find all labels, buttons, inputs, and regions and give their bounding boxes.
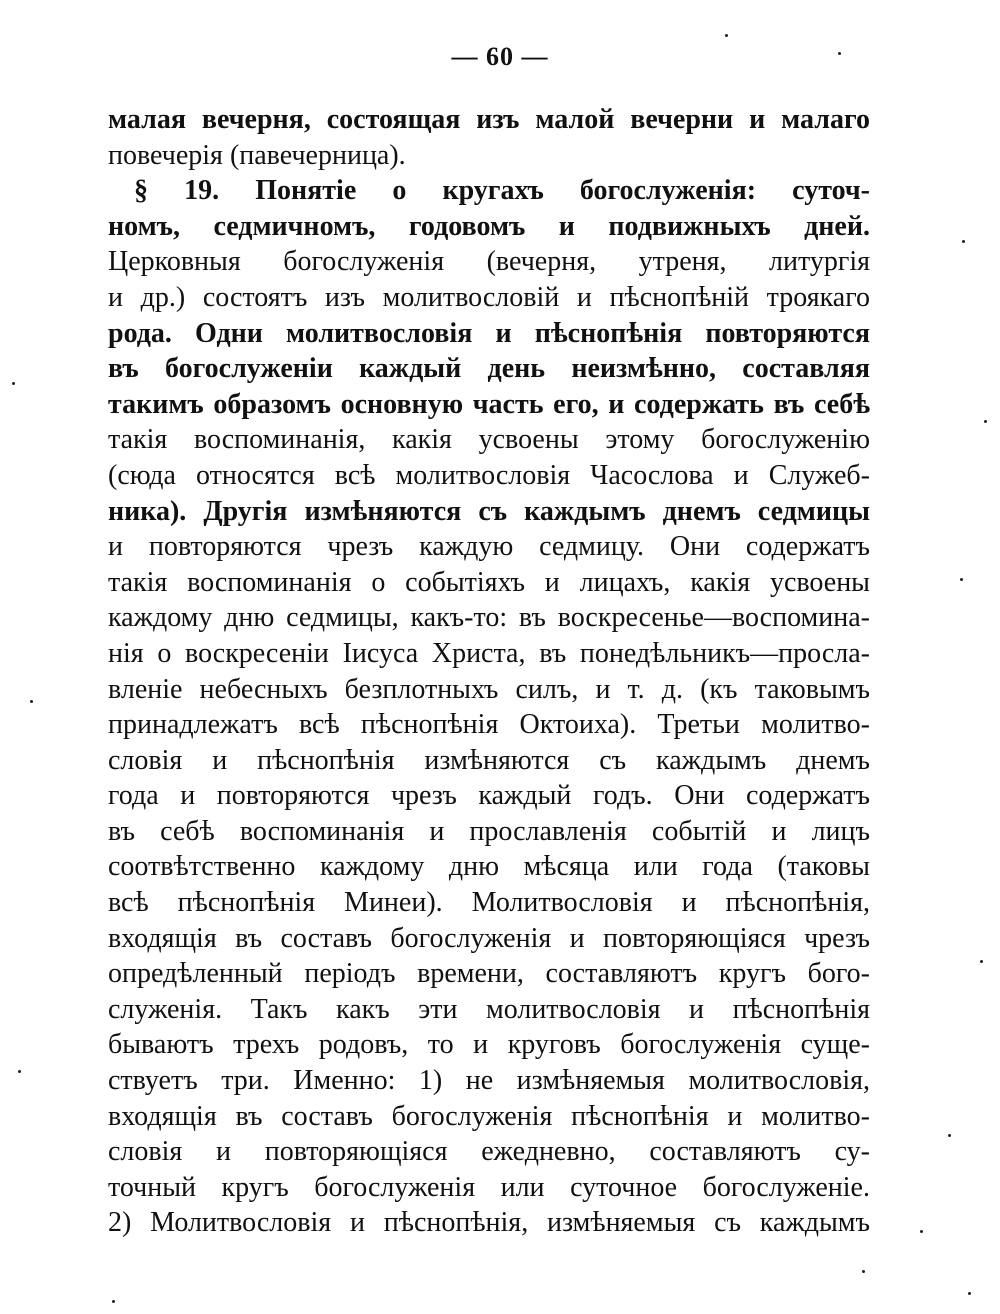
text-line: ствуетъ три. Именно: 1) не измѣняемыя молитвословія, bbox=[108, 1065, 870, 1097]
page-number: — 60 — bbox=[451, 42, 549, 71]
text-line: Церковныя богослуженія (вечерня, утреня, литургія bbox=[108, 246, 870, 278]
text-line: въ себѣ воспоминанія и прославленія событій и лицъ bbox=[108, 815, 870, 847]
section-heading-line: номъ, седмичномъ, годовомъ и подвижныхъ дней. bbox=[108, 210, 870, 242]
text-line: вленіе небесныхъ безплотныхъ силъ, и т. д. (къ таковымъ bbox=[108, 673, 870, 705]
text-line: малая вечерня, состоящая изъ малой вечерни и малаго bbox=[108, 104, 870, 135]
scan-speck bbox=[948, 1134, 951, 1137]
text-line: (сюда относятся всѣ молитвословія Часослова и Служеб- bbox=[108, 459, 870, 491]
text-line: точный кругъ богослуженія или суточное богослуженіе. bbox=[108, 1171, 870, 1203]
text-line: словія и пѣснопѣнія измѣняются съ каждымъ днемъ bbox=[108, 744, 870, 776]
text-line: и повторяются чрезъ каждую седмицу. Они содержатъ bbox=[108, 531, 870, 563]
scan-speck bbox=[968, 1292, 971, 1295]
scan-speck bbox=[980, 960, 983, 963]
text-line: и др.) состоятъ изъ молитвословій и пѣснопѣній троякаго bbox=[108, 281, 870, 313]
scan-speck bbox=[862, 1270, 865, 1273]
text-line: каждому дню седмицы, какъ-то: въ воскресенье—воспомина- bbox=[108, 602, 870, 634]
text-line: принадлежатъ всѣ пѣснопѣнія Октоиха). Третьи молитво- bbox=[108, 709, 870, 741]
text-line: опредѣленный періодъ времени, составляютъ кругъ бого- bbox=[108, 958, 870, 990]
scan-speck bbox=[12, 382, 15, 385]
text-line: всѣ пѣснопѣнія Минеи). Молитвословія и пѣснопѣнія, bbox=[108, 887, 870, 919]
scan-speck bbox=[725, 34, 728, 37]
text-line: входящія въ составъ богослуженія пѣснопѣнія и молитво- bbox=[108, 1100, 870, 1132]
scan-speck bbox=[838, 52, 841, 55]
scan-speck bbox=[30, 700, 33, 703]
body-text bbox=[108, 102, 870, 1241]
text-line: входящія въ составъ богослуженія и повторяющіяся чрезъ bbox=[108, 922, 870, 954]
text-line: соотвѣтственно каждому дню мѣсяца или года (таковы bbox=[108, 851, 870, 883]
scan-speck bbox=[960, 578, 963, 581]
text-line: такія воспоминанія, какія усвоены этому богослуженію bbox=[108, 424, 870, 456]
section-heading-line: § 19. Понятіе о кругахъ богослуженія: суточ- bbox=[134, 175, 870, 207]
text-line: служенія. Такъ какъ эти молитвословія и пѣснопѣнія bbox=[108, 993, 870, 1025]
text-line: повечерія (павечерница). bbox=[108, 139, 406, 171]
text-line: года и повторяются чрезъ каждый годъ. Они содержатъ bbox=[108, 780, 870, 812]
text-line: въ богослуженіи каждый день неизмѣнно, составляя bbox=[108, 353, 870, 385]
text-line: словія и повторяющіяся ежедневно, составляютъ су- bbox=[108, 1136, 870, 1168]
text-line: рода. Одни молитвословія и пѣснопѣнія повторяются bbox=[108, 317, 870, 349]
text-line: 2) Молитвословія и пѣснопѣнія, измѣняемыя съ каждымъ bbox=[108, 1207, 870, 1239]
text-line: такія воспоминанія о событіяхъ и лицахъ, какія усвоены bbox=[108, 566, 870, 598]
scan-speck bbox=[920, 1230, 923, 1233]
text-line: нія о воскресеніи Іисуса Христа, въ понедѣльникъ—просла- bbox=[108, 637, 870, 669]
text-line: такимъ образомъ основную часть его, и содержать въ себѣ bbox=[108, 388, 870, 420]
scan-speck bbox=[18, 1070, 21, 1073]
scan-speck bbox=[112, 1300, 115, 1303]
scan-speck bbox=[984, 420, 987, 423]
text-line: бываютъ трехъ родовъ, то и круговъ богослуженія суще- bbox=[108, 1029, 870, 1061]
scan-speck bbox=[962, 240, 965, 243]
text-line: ника). Другія измѣняются съ каждымъ днемъ седмицы bbox=[108, 495, 870, 527]
